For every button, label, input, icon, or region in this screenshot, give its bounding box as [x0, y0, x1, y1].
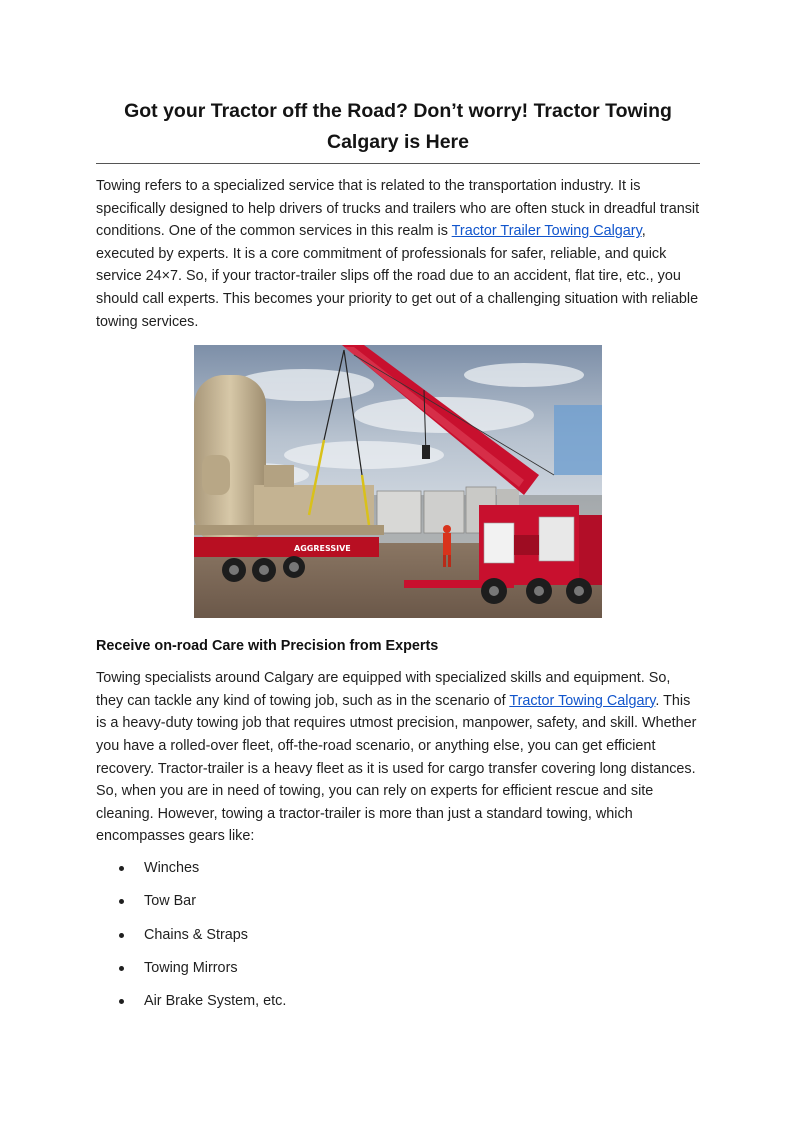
intro-paragraph — [96, 175, 700, 333]
truck-logo-text: AGGRESSIVE — [294, 544, 351, 554]
tractor-towing-link[interactable]: Tractor Towing Calgary — [509, 692, 656, 709]
body-text-before-link: Towing specialists around Calgary are equipped with specialized skills and equipment. So, they can tackle any kind of towing job, such as in the scenario of — [96, 670, 671, 709]
list-item-text: Air Brake System, etc. — [144, 993, 287, 1010]
intro-text-after-link: , executed by experts. It is a core commitment of professionals for safer, reliable, and quick service 24×7. So, if your tractor-trailer slips off the road due to an accident, flat tire, etc., you should call experts. This becomes your priority to get out of a challenging situation with reliable towing services. — [96, 223, 699, 330]
tractor-trailer-towing-link[interactable]: Tractor Trailer Towing Calgary — [451, 223, 642, 240]
body-text-after-link: . This is a heavy-duty towing job that requires utmost precision, manpower, safety, and skill. Whether you have a rolled-over fleet, off-the-road scenario, or anything else, you can get efficient recovery. Tractor-trailer is a heavy fleet as it is used for cargo transfer covering long distances. So, when you are in need of towing, you can rely on experts for efficient rescue and site cleaning. However, towing a tractor-trailer is more than just a standard towing, which encompasses gears like: — [96, 692, 697, 845]
section-heading: Receive on-road Care with Precision from Experts — [96, 638, 439, 655]
body-paragraph — [96, 667, 700, 848]
list-item-text: Towing Mirrors — [144, 960, 238, 977]
bullet-icon — [119, 999, 124, 1004]
gear-list — [96, 857, 700, 1013]
document-page — [96, 96, 700, 1024]
list-item — [96, 890, 700, 912]
bullet-icon — [119, 899, 124, 904]
tow-truck-photo — [194, 345, 602, 618]
list-item-text: Tow Bar — [144, 893, 196, 910]
list-item — [96, 857, 700, 879]
bullet-icon — [119, 866, 124, 871]
page-title: Got your Tractor off the Road? Don’t worry! Tractor Towing Calgary is Here — [96, 96, 700, 164]
intro-text-before-link: Towing refers to a specialized service that is related to the transportation industry. It is specifically designed to help drivers of trucks and trailers who are often stuck in dreadful transit conditions. One of the common services in this realm is — [96, 178, 700, 240]
list-item-text: Winches — [144, 859, 200, 876]
bullet-icon — [119, 933, 124, 938]
list-item — [96, 990, 700, 1012]
list-item — [96, 924, 700, 946]
bullet-icon — [119, 966, 124, 971]
list-item-text: Chains & Straps — [144, 926, 248, 943]
list-item — [96, 957, 700, 979]
